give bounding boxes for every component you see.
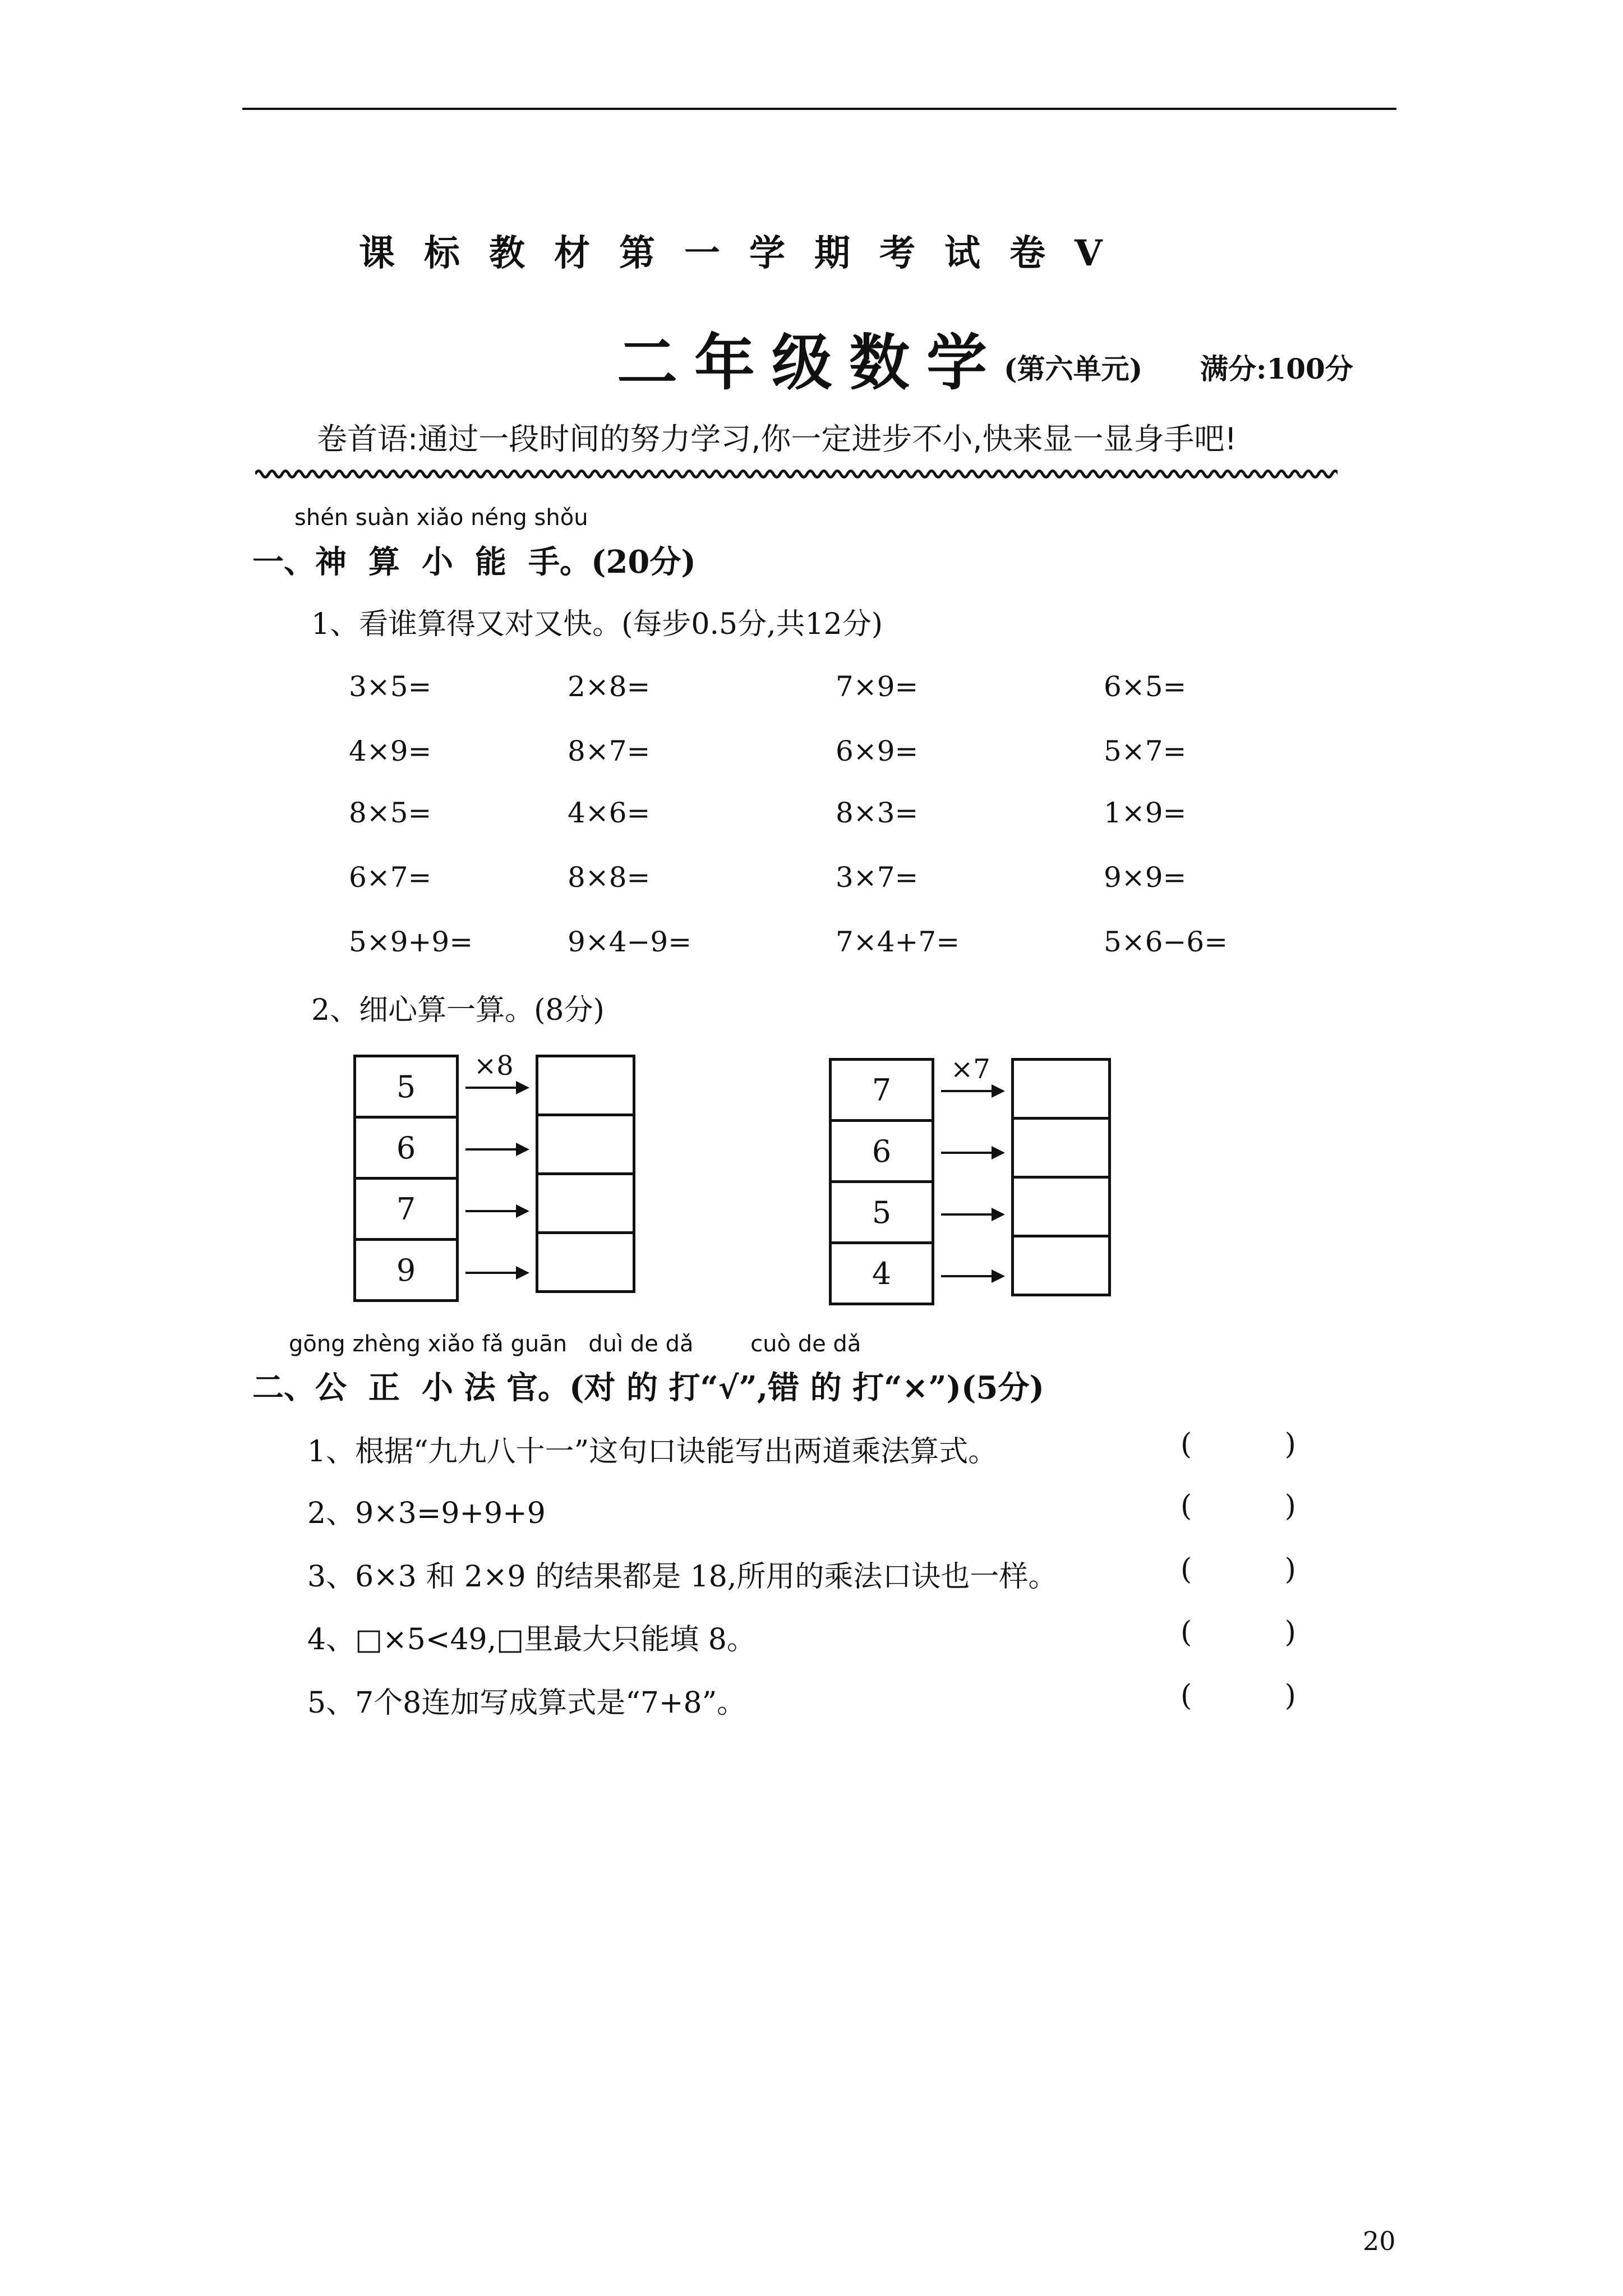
calc-expression: 8×5= xyxy=(349,797,432,829)
right-input-column xyxy=(829,1058,934,1305)
left-input-column xyxy=(353,1055,459,1302)
calc-expression: 3×7= xyxy=(836,861,919,894)
page-number: 20 xyxy=(1363,2226,1396,2256)
wavy-divider xyxy=(255,466,1338,482)
calc-expression: 3×5= xyxy=(349,670,432,703)
answer-box[interactable] xyxy=(536,1055,635,1116)
answer-box[interactable] xyxy=(1011,1058,1111,1120)
answer-box[interactable] xyxy=(1011,1176,1111,1237)
calc-expression: 8×7= xyxy=(568,735,651,767)
arrow-icon xyxy=(465,1210,527,1212)
right-operator-label: ×7 xyxy=(951,1053,990,1085)
arrow-icon xyxy=(465,1272,527,1274)
calc-expression: 1×9= xyxy=(1104,797,1187,829)
calc-expression: 5×9+9= xyxy=(349,926,473,958)
calc-expression: 8×3= xyxy=(836,797,919,829)
motto: 卷首语:通过一段时间的努力学习,你一定进步不小,快来显一显身手吧! xyxy=(317,421,1237,457)
arrow-icon xyxy=(941,1213,1003,1216)
right-answer-column xyxy=(1011,1058,1111,1296)
answer-box[interactable] xyxy=(536,1114,635,1175)
main-title: 二年级数学 xyxy=(617,328,1004,398)
answer-paren[interactable]: ( ) xyxy=(1181,1428,1296,1461)
calc-expression: 9×9= xyxy=(1104,861,1187,894)
left-operator-label: ×8 xyxy=(474,1050,514,1082)
section1-pinyin: shén suàn xiǎo néng shǒu xyxy=(294,505,588,531)
section1-heading: 一、神 算 小 能 手。(20分) xyxy=(252,544,696,581)
left-answer-column xyxy=(536,1055,635,1293)
calc-expression: 7×9= xyxy=(836,670,919,703)
judge-item: 2、9×3=9+9+9 xyxy=(307,1497,546,1530)
answer-box[interactable] xyxy=(1011,1117,1111,1179)
calc-expression: 5×6−6= xyxy=(1104,926,1228,958)
unit-note: (第六单元) xyxy=(1004,352,1143,385)
section2-pinyin: gōng zhèng xiǎo fǎ guān duì de dǎ cuò de dǎ xyxy=(289,1331,861,1357)
judge-item: 5、7个8连加写成算式是“7+8”。 xyxy=(307,1686,746,1720)
arrow-icon xyxy=(941,1090,1003,1092)
series-title: 课标教材第一学期考试卷Ⅴ xyxy=(359,232,1132,274)
judge-item: 1、根据“九九八十一”这句口诀能写出两道乘法算式。 xyxy=(307,1435,998,1469)
judge-item: 4、□×5<49,□里最大只能填 8。 xyxy=(307,1623,756,1657)
calc-expression: 4×9= xyxy=(349,735,432,767)
right-input-cell: 6 xyxy=(831,1121,933,1182)
left-input-cell: 9 xyxy=(355,1240,458,1301)
arrow-icon xyxy=(941,1152,1003,1154)
left-input-cell: 7 xyxy=(355,1179,458,1240)
calc-expression: 8×8= xyxy=(568,861,651,894)
calc-expression: 9×4−9= xyxy=(568,926,692,958)
right-input-cell: 5 xyxy=(831,1182,933,1243)
calc-expression: 7×4+7= xyxy=(836,926,960,958)
calc-expression: 6×9= xyxy=(836,735,919,767)
judge-item: 3、6×3 和 2×9 的结果都是 18,所用的乘法口诀也一样。 xyxy=(307,1560,1058,1594)
left-input-cell: 5 xyxy=(355,1056,458,1117)
calc-expression: 6×7= xyxy=(349,861,432,894)
answer-paren[interactable]: ( ) xyxy=(1181,1553,1296,1586)
calc-expression: 5×7= xyxy=(1104,735,1187,767)
answer-box[interactable] xyxy=(536,1231,635,1293)
calc-expression: 4×6= xyxy=(568,797,651,829)
calc-expression: 6×5= xyxy=(1104,670,1187,703)
right-input-cell: 4 xyxy=(831,1243,933,1304)
left-input-cell: 6 xyxy=(355,1117,458,1179)
calc-expression: 2×8= xyxy=(568,670,651,703)
q2-title: 2、细心算一算。(8分) xyxy=(311,993,605,1027)
q1-title: 1、看谁算得又对又快。(每步0.5分,共12分) xyxy=(311,608,883,641)
arrow-icon xyxy=(941,1275,1003,1277)
top-rule xyxy=(242,108,1396,110)
full-score: 满分:100分 xyxy=(1200,352,1353,385)
section2-heading: 二、公 正 小 法 官。(对 的 打“√”,错 的 打“×”)(5分) xyxy=(252,1369,1044,1406)
answer-paren[interactable]: ( ) xyxy=(1181,1679,1296,1713)
arrow-icon xyxy=(465,1148,527,1151)
right-input-cell: 7 xyxy=(831,1060,933,1121)
answer-paren[interactable]: ( ) xyxy=(1181,1616,1296,1649)
answer-paren[interactable]: ( ) xyxy=(1181,1489,1296,1523)
answer-box[interactable] xyxy=(1011,1235,1111,1296)
arrow-icon xyxy=(465,1087,527,1089)
answer-box[interactable] xyxy=(536,1172,635,1234)
